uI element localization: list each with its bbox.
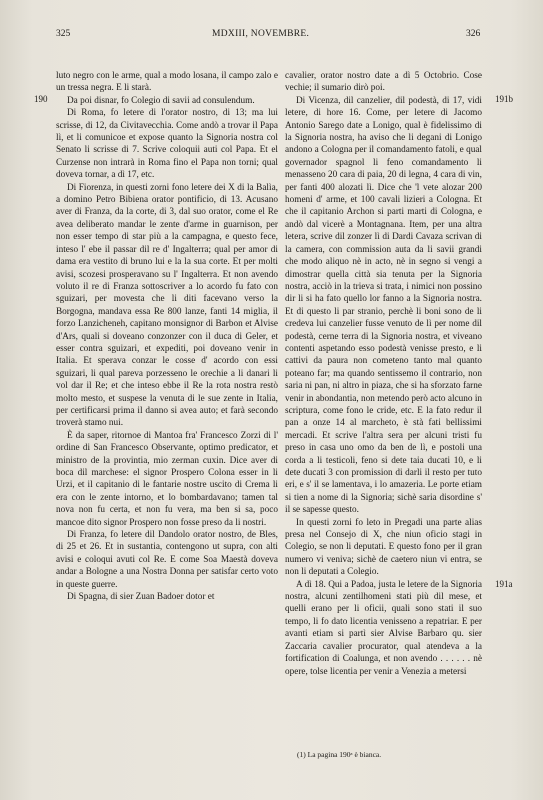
- right-column: [285, 70, 482, 678]
- footnote: (1) La pagina 190ᵃ è bianca.: [297, 750, 382, 759]
- paragraph: luto negro con le arme, qual a modo losana, il campo zalo e un tressa negra. E li starà.: [56, 71, 278, 94]
- margin-note-right-1: 191b: [495, 94, 513, 104]
- running-header: [0, 29, 543, 43]
- paragraph: Di Fiorenza, in questi zorni fono letere dei X di la Balìa, a domino Petro Bibiena orator pontificio, di 13. Acusano aver di Franza, da la corte, di 3, dal suo orator, come el Re avea deliberato mandar le zente d'arme in guarnison, per non esser tempo di star più a la campagna, e questo fece, inteso l' ebe il passar dil re d' Ingalterra; qual per amor di dama era vestito di bruno lui e la la sua corte. Et per molti avisi, scozesi prosperavano su l' Ingalterra. Et non avendo voluto il re di Franza sottoscriver a lo acordo fu fato con sguizari, per movesta che li diti facevano verso la Borgogna, mandava essa Re 800 lanze, fanti 14 miglia, il forzo Lanzicheneh, capitano monsignor di Barbon et Alvise d'Ars, quali si doveano conzonzer con il duca di Geler, et esser contra sguizari, et expediti, poi doveano venir in Italia. Et sperava conzar le cosse d' acordo con essi sguizari, li qual pareva porzesseno le orechie a li danari li vol dar il Re; et che inteso ebbe il Re la rota nostra restò molto mesto, et suspese la venuta di le sue zente in Italia, per certificarsi prima il danno si avea auto; et farà secondo troverà stamo nui.: [56, 182, 278, 429]
- left-column: [56, 70, 278, 603]
- paragraph: Da poi disnar, fo Colegio di savii ad consulendum.: [67, 95, 255, 106]
- paragraph: È da saper, ritornoe di Mantoa fra' Francesco Zorzi di l' ordine di San Francesco Observante, optimo predicator, et ministro de la provintia, mio zerman cuxin. Dice aver di boca dil marchese: el signor Prospero Colona esser in li Urzi, et il capitanio di le fantarie nostre uscito di Crema li era con le zente intorno, et lo bombardavano; tamen tal nova non fu certa, et non fu vera, ma ben si sa, poco mancoe dito signor Prospero non fosse preso da li nostri.: [56, 430, 278, 528]
- paragraph: Di Roma, fo letere di l'orator nostro, di 13; ma lui scrisse, di 12, da Civitavecchia. Come andò a trovar il Papa lì, et li comunicoe et expose quanto la Signoria nostra col Senato li scrisse di 7. Scrive coloquii auti col Papa. Et el Curzense non intrarà in Roma fino el Papa non torni; qual doveva tornar, a dì 17, etc.: [56, 108, 278, 181]
- margin-note-left: 190: [34, 94, 48, 104]
- paragraph: In questi zorni fo leto in Pregadi una parte alias presa nel Consejo di X, che niun oficio stagi in Colegio, se non li deputati. E questo fono per il gran numero vi veniva; sichè de caetero niun vi entra, se non li deputati a Colegio.: [285, 517, 482, 578]
- paragraph: Di Spagna, di sier Zuan Badoer dotor et: [67, 592, 215, 603]
- paragraph: cavalier, orator nostro date a dì 5 Octobrio. Cose vechie; il sumario dirò poi.: [285, 71, 482, 94]
- right-page-number: 326: [466, 29, 481, 39]
- left-page-number: 325: [56, 29, 71, 39]
- paragraph: A dì 18. Qui a Padoa, justa le letere de la Signoria nostra, alcuni zentilhomeni stati più dil mese, et quelli erano per li oficii, quali sono stati il suo tempo, li fo dato licentia venisseno a repatriar. E per avanti etiam si partì sier Alvise Barbaro qu. sier Zaccaria cavalier procurator, qual atendeva a la fortification di Coalunga, et non avendo . . . . . . nè opere, tolse licentia per venir a Venezia a metersi: [285, 579, 482, 677]
- margin-note-right-2: 191a: [495, 579, 513, 589]
- header-title: MDXIII, NOVEMBRE.: [212, 29, 310, 39]
- paragraph: Di Franza, fo letere dil Dandolo orator nostro, de Bles, di 25 et 26. Et in sustantia, contengono ut supra, con alti avisi e coloqui avuti col Re. E come Soa Maestà doveva andar a Bologne a una Nostra Donna per satisfar certo voto in queste guerre.: [56, 530, 278, 590]
- paragraph: Di Vicenza, dil canzelier, dil podestà, di 17, vidi letere, di hore 16. Come, per letere di Jacomo Antonio Sarego date a Lonigo, qual è fidelissimo di la Signoria nostra, ha aviso che li degani di Lonigo andono a Cologna per il comandamento fatoli, e qual governador spagnol li feno comandamento li menasseno 20 cara di paia, 20 di legna, 4 cara di vin, per fanti 400 alozati lì. Dice che 'l vete alozar 200 homeni d' arme, et 100 cavali lizieri a Cologna. Et che il capitanio Archon si parti marti di Cologna, e andò dal vicerè a Montagnana. Item, per una altra letera, scrive dil zonzer lì di Dardi Cavaza scrivan di la camera, con commission auta da li savii grandi che modo aliquo nè in acto, nè in segno si vengi a dimostrar quella città sia tenuta per la Signoria nostra, acciò in la trieva si trata, i nimici non possino dir li si ha fato quello lor fanno a la Signoria nostra. Et di questo li par stranio, perchè li boni sono de li credeva lui canzelier fusse venuto de lì per nome dil podestà, cerne terra di la Signoria nostra, et viveano contenti aspetando esso podestà venisse presto, e li cattivi da paura non cometeno tanto mal quanto poteano far; ma quando sentissemo il contrario, non saria ni pan, ni altro in piaza, che si ha sforzato farne venir in abondantia, non metendo però acto alcuno in scriptura, come fono le cride, etc. E la fato redur il pan a onze 14 al marcheto, è stà fati bellissimi mercadi. Et scrive l'altra sera per alcuni tristi fu preso in casa uno omo da ben de lì, e postoli una corda a li testicoli, feno si dete taia ducati 10, e li dete ducati 3 con promission di darli il resto per tuto eri, e s' il se lamentava, i lo amazeria. Le porte etiam si tien a nome di la Signoria; sichè saria disordine s' il se sapesse questo.: [285, 95, 483, 516]
